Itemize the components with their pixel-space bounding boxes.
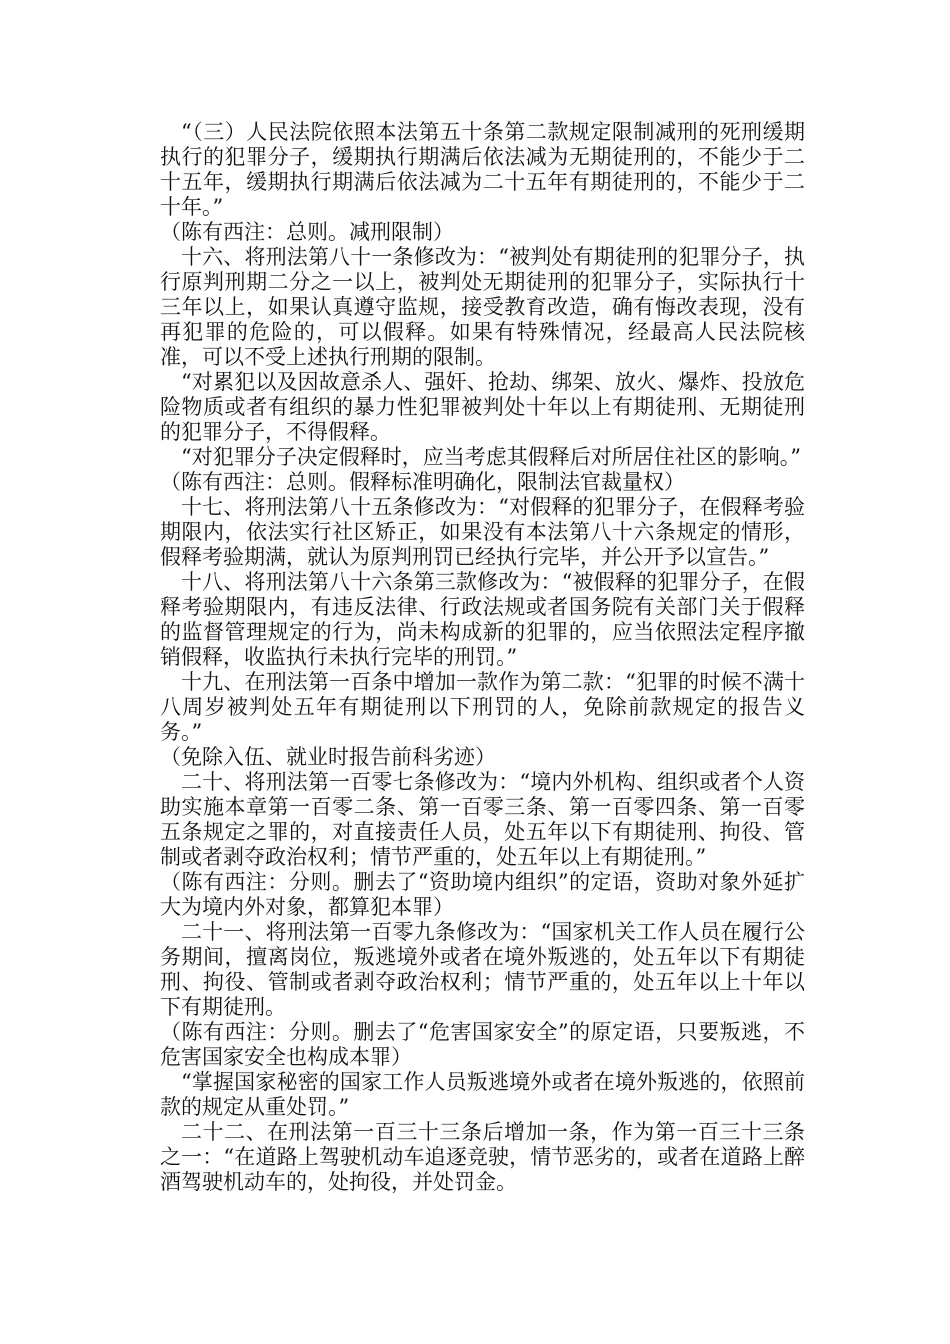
annotation-note: （陈有西注：分则。删去了“危害国家安全”的原定语，只要叛逃，不危害国家安全也构成本罪） [160,1020,805,1069]
paragraph-clause-19: 十九、在刑法第一百条中增加一款作为第二款：“犯罪的时候不满十八周岁被判处五年有期徒刑以下刑罚的人，免除前款规定的报告义务。” [160,670,805,744]
annotation-note: （陈有西注：总则。减刑限制） [160,220,454,244]
paragraph-clause-20: 二十、将刑法第一百零七条修改为：“境内外机构、组织或者个人资助实施本章第一百零二条、第一百零三条、第一百零四条、第一百零五条规定之罪的，对直接责任人员，处五年以下有期徒刑、拘役、管制或者剥夺政治权利；情节严重的，处五年以上有期徒刑。” [160,770,805,869]
paragraph-clause-21-2: “掌握国家秘密的国家工作人员叛逃境外或者在境外叛逃的，依照前款的规定从重处罚。” [160,1070,805,1119]
annotation-note: （陈有西注：分则。删去了“资助境内组织”的定语，资助对象外延扩大为境内外对象，都算犯本罪） [160,870,805,919]
paragraph-clause-16: 十六、将刑法第八十一条修改为：“被判处有期徒刑的犯罪分子，执行原判刑期二分之一以上，被判处无期徒刑的犯罪分子，实际执行十三年以上，如果认真遵守监规，接受教育改造，确有悔改表现，没有再犯罪的危险的，可以假释。如果有特殊情况，经最高人民法院核准，可以不受上述执行刑期的限制。 [160,245,805,369]
paragraph-clause-17: 十七、将刑法第八十五条修改为：“对假释的犯罪分子，在假释考验期限内，依法实行社区矫正，如果没有本法第八十六条规定的情形，假释考验期满，就认为原判刑罚已经执行完毕，并公开予以宣告。” [160,495,805,569]
document-page [160,120,805,1195]
annotation-note: （免除入伍、就业时报告前科劣迹） [160,745,496,769]
paragraph-clause-16-2: “对累犯以及因故意杀人、强奸、抢劫、绑架、放火、爆炸、投放危险物质或者有组织的暴力性犯罪被判处十年以上有期徒刑、无期徒刑的犯罪分子，不得假释。 [160,370,805,444]
annotation-note: （陈有西注：总则。假释标准明确化，限制法官裁量权） [160,470,685,494]
paragraph-clause-22: 二十二、在刑法第一百三十三条后增加一条，作为第一百三十三条之一：“在道路上驾驶机动车追逐竞驶，情节恶劣的，或者在道路上醉酒驾驶机动车的，处拘役，并处罚金。 [160,1120,805,1194]
paragraph-clause-15-3: “（三）人民法院依照本法第五十条第二款规定限制减刑的死刑缓期执行的犯罪分子，缓期执行期满后依法减为无期徒刑的，不能少于二十五年，缓期执行期满后依法减为二十五年有期徒刑的，不能少于二十年。” [160,120,805,219]
paragraph-clause-16-3: “对犯罪分子决定假释时，应当考虑其假释后对所居住社区的影响。” [181,445,801,469]
paragraph-clause-21: 二十一、将刑法第一百零九条修改为：“国家机关工作人员在履行公务期间，擅离岗位，叛逃境外或者在境外叛逃的，处五年以下有期徒刑、拘役、管制或者剥夺政治权利；情节严重的，处五年以上十年以下有期徒刑。 [160,920,805,1019]
paragraph-clause-18: 十八、将刑法第八十六条第三款修改为：“被假释的犯罪分子，在假释考验期限内，有违反法律、行政法规或者国务院有关部门关于假释的监督管理规定的行为，尚未构成新的犯罪的，应当依照法定程序撤销假释，收监执行未执行完毕的刑罚。” [160,570,805,669]
